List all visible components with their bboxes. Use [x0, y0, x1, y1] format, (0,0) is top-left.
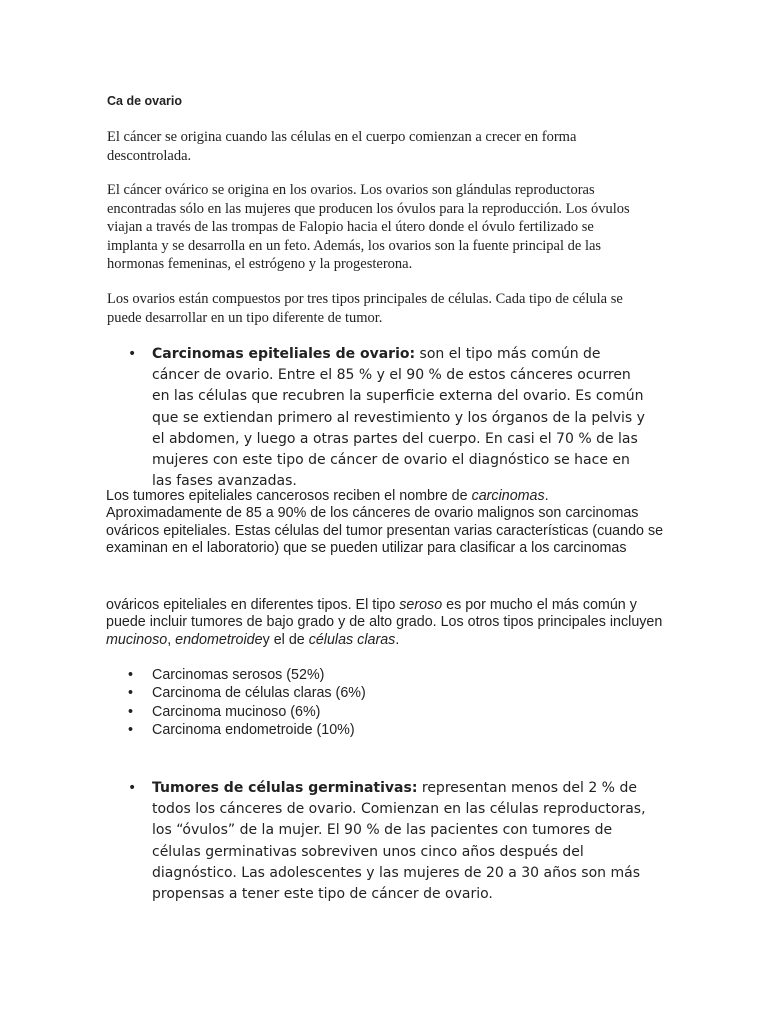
bullet-icon: • — [128, 780, 137, 796]
cell-types-paragraph: Los ovarios están compuestos por tres tipos principales de células. Cada tipo de célula se puede desarrollar en un tipo diferente de tumor. — [107, 291, 623, 326]
carcinoma-types-list — [127, 666, 366, 739]
bullet-icon: • — [128, 703, 134, 720]
emphasis: endometroide — [175, 631, 263, 648]
list-item: • Carcinoma mucinoso (6%) — [128, 703, 321, 720]
bullet-heading: Carcinomas epiteliales de ovario: — [152, 346, 416, 362]
list-item: • Carcinomas serosos (52%) — [128, 667, 325, 683]
list-item: • Carcinoma de células claras (6%) — [128, 685, 366, 702]
emphasis: mucinoso — [106, 631, 168, 648]
bullet-text: representan menos del 2 % de todos los cánceres de ovario. Comienzan en las células reproductoras, los “óvulos” de la mujer. El 90 % de las pacientes con tumores de células germinativas sobreviven unos cinco años después del diagnóstico. Las adolescentes y las mujeres de 20 a 30 años son más propensas a tener este tipo de cáncer de ovario. — [152, 780, 646, 903]
bullet-icon: • — [128, 346, 137, 362]
document-title: Ca de ovario — [107, 94, 183, 108]
emphasis: seroso — [399, 597, 443, 613]
list-item — [127, 778, 647, 905]
subtypes-paragraph: ováricos epiteliales en diferentes tipos. El tipo seroso es por mucho el más común y puede incluir tumores de bajo grado y de alto grado. Los otros tipos principales incluyen mucinoso, endometroidey el de células claras. — [106, 597, 663, 648]
list-item — [127, 344, 647, 492]
emphasis: carcinomas — [471, 488, 545, 504]
ovary-paragraph: El cáncer ovárico se origina en los ovarios. Los ovarios son glándulas reproductoras encontradas sólo en las mujeres que producen los óvulos para la reproducción. Los óvulos viajan a través de las trompas de Falopio hacia el útero donde el óvulo fertilizado se implanta y se desarrolla en un feto. Además, los ovarios son la fuente principal de las hormonas femeninas, el estrógeno y la progesterona. — [107, 182, 630, 272]
bullet-text: son el tipo más común de cáncer de ovario. Entre el 85 % y el 90 % de estos cánceres ocurren en las células que recubren la superficie externa del ovario. Es común que se extiendan primero al revestimiento y los órganos de la pelvis y el abdomen, y luego a otras partes del cuerpo. En casi el 70 % de las mujeres con este tipo de cáncer de ovario el diagnóstico se hace en las fases avanzadas. — [152, 346, 645, 490]
bullet-icon: • — [128, 685, 134, 702]
bullet-icon: • — [128, 721, 134, 738]
epithelial-bullet-list — [127, 344, 647, 492]
bullet-icon: • — [128, 667, 134, 683]
germ-cell-bullet-list — [127, 778, 647, 905]
intro-paragraph: El cáncer se origina cuando las células en el cuerpo comienzan a crecer en forma descontrolada. — [107, 129, 577, 164]
bullet-heading: Tumores de células germinativas: — [152, 780, 418, 796]
carcinoma-paragraph: Los tumores epiteliales cancerosos reciben el nombre de carcinomas. Aproximadamente de 85 a 90% de los cánceres de ovario malignos son carcinomas ováricos epiteliales. Estas células del tumor presentan varias características (cuando se examinan en el laboratorio) que se pueden utilizar para clasificar a los carcinomas — [106, 488, 664, 557]
list-item: • Carcinoma endometroide (10%) — [128, 721, 355, 738]
emphasis: células claras — [308, 631, 396, 648]
